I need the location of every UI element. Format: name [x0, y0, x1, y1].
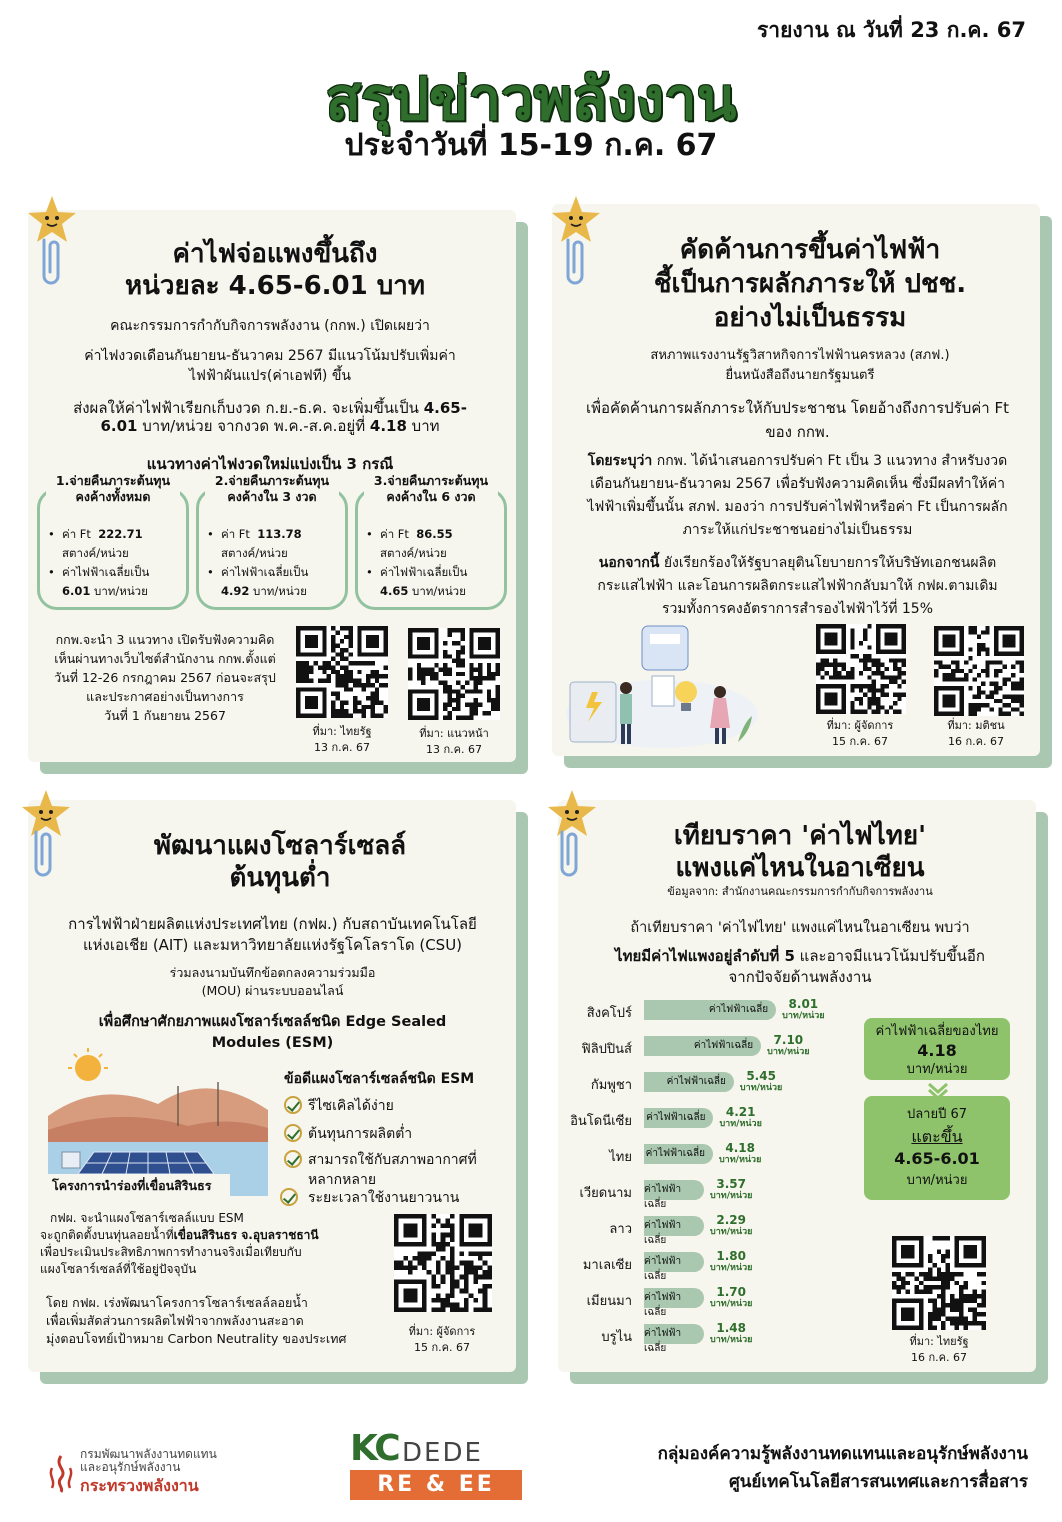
line: โดย กฟผ. เร่งพัฒนาโครงการโซลาร์เซลล์ลอยน้ำ [46, 1295, 308, 1310]
text: ยังเรียกร้องให้รัฐบาลยุตินโยบายการให้บริษัทเอกชนผลิต [659, 555, 997, 571]
text: สตางค์/หน่วย [380, 546, 447, 560]
case-title-line: 3.จ่ายคืนภาระต้นทุน [373, 473, 489, 488]
line: ภาระให้แก่ประชาชนอย่างไม่เป็นธรรม [682, 522, 913, 538]
source-credit [408, 726, 500, 758]
source-date: 15 ก.ค. 67 [832, 735, 888, 748]
line [560, 552, 1035, 575]
text: ค่า Ft [62, 527, 91, 541]
source-date: 16 ก.ค. 67 [948, 735, 1004, 748]
bar-value-label: 8.01 บาท/หน่วย [782, 997, 825, 1021]
case-title [205, 473, 339, 505]
card4-paragraph: ถ้าเทียบราคา 'ค่าไฟไทย' แพงแค่ไหนในอาเซียน พบว่า [630, 920, 970, 936]
line: แผงโซลาร์เซลล์ที่ใช้อยู่ปัจจุบัน [40, 1262, 197, 1276]
card2-paragraph [560, 396, 1035, 444]
text: ค่าไฟฟ้าเฉลี่ยเป็น [380, 565, 468, 579]
dede-logo-text: DEDE [402, 1438, 483, 1468]
checkmark-icon [284, 1150, 302, 1168]
qr-code[interactable] [934, 626, 1024, 716]
card4-paragraph [570, 946, 1030, 988]
text-bold: เขื่อนสิรินธร จ.อุบลราชธานี [173, 1228, 319, 1242]
case-title-line: 1.จ่ายคืนภาระต้นทุน [55, 473, 171, 488]
paperclip-icon [30, 828, 56, 880]
ft-value: 86.55 [416, 527, 453, 541]
case-card [37, 473, 189, 610]
card3-title-line: ต้นทุนต่ำ [229, 863, 331, 893]
bar-inner-label: ค่าไฟฟ้าเฉลี่ย [708, 1004, 769, 1015]
card4-title-line: เทียบราคา 'ค่าไฟไทย' [673, 821, 927, 851]
case-title-line: 2.จ่ายคืนภาระต้นทุน [214, 473, 330, 488]
bar-category-label: เมียนมา [586, 1294, 632, 1309]
card1-paragraph: คณะกรรมการกำกับกิจการพลังงาน (กกพ.) เปิดเผยว่า [110, 318, 430, 334]
avg-value: 6.01 [62, 584, 91, 598]
note-line: กกพ.จะนำ 3 แนวทาง เปิดรับฟังความคิด [55, 632, 275, 647]
bar-value-label: 4.21 บาท/หน่วย [719, 1105, 762, 1129]
cases-heading: แนวทางค่าไฟงวดใหม่แบ่งเป็น 3 กรณี [146, 455, 394, 473]
card3-paragraph [46, 1294, 396, 1348]
bar-inner-label: ค่าไฟฟ้าเฉลี่ย [666, 1076, 726, 1087]
case-avg [207, 563, 341, 601]
bar [644, 1288, 704, 1318]
bar [644, 1252, 704, 1282]
text: บาท/หน่วย [90, 584, 148, 598]
re-ee-badge: RE & EE [350, 1470, 522, 1500]
text-bold: 4.65- [423, 399, 467, 417]
card1-title-line2: หน่วยละ 4.65-6.01 บาท [124, 271, 426, 301]
bar-category-label: กัมพูชา [590, 1078, 632, 1093]
energy-illustration [562, 622, 762, 750]
text: จะถูกติดตั้งบนทุ่นลอยน้ำที่ [40, 1228, 174, 1242]
qr-code[interactable] [296, 626, 388, 718]
footer-center: ศูนย์เทคโนโลยีสารสนเทศและการสื่อสาร [729, 1472, 1028, 1492]
bar-category-label: ไทย [609, 1150, 632, 1165]
bar-category-label: มาเลเซีย [582, 1258, 632, 1273]
card1-title-line1: ค่าไฟจ่อแพงขึ้นถึง [172, 239, 378, 269]
bar-inner-label: ค่าไฟฟ้าเฉลี่ย [644, 1184, 682, 1210]
source-credit [296, 724, 388, 756]
note-line: วันที่ 1 กันยายน 2567 [104, 708, 226, 723]
bar-inner-label: ค่าไฟฟ้าเฉลี่ย [644, 1256, 682, 1282]
checkmark-icon [284, 1124, 302, 1142]
case-card [355, 473, 507, 610]
box-value: 4.18 [917, 1041, 957, 1060]
report-date: รายงาน ณ วันที่ 23 ก.ค. 67 [757, 18, 1026, 42]
card3-title-line: พัฒนาแผงโซลาร์เซลล์ [153, 831, 407, 861]
line: เพื่อเพิ่มสัดส่วนการผลิตไฟฟ้าจากพลังงานสะอาด [46, 1313, 304, 1328]
box-value: 4.65-6.01 [894, 1149, 980, 1168]
dede-name [80, 1448, 217, 1474]
line: เพื่อศึกษาศักยภาพแผงโซลาร์เซลล์ชนิด Edge Sealed [98, 1014, 447, 1030]
case-ft [366, 525, 500, 563]
card1-paragraph: ค่าไฟงวดเดือนกันยายน-ธันวาคม 2567 มีแนวโน้มปรับเพิ่มค่า [84, 348, 456, 364]
paperclip-icon [562, 236, 588, 288]
line: ของ กกพ. [765, 423, 830, 441]
source-date: 16 ก.ค. 67 [911, 1351, 967, 1364]
text: บาท/หน่วย [249, 584, 307, 598]
line: (MOU) ผ่านระบบออนไลน์ [201, 983, 344, 998]
page-subtitle: ประจำวันที่ 15-19 ก.ค. 67 [344, 128, 718, 163]
checkmark-icon [284, 1096, 302, 1114]
source-name: ที่มา: แนวหน้า [419, 727, 489, 740]
esm-benefit: รีไซเคิลได้ง่าย [308, 1098, 394, 1114]
source-credit [396, 1324, 488, 1356]
note-line: วันที่ 12-26 กรกฎาคม 2567 ก่อนจะสรุป [54, 670, 276, 685]
card2-title-line: อย่างไม่เป็นธรรม [713, 303, 907, 333]
esm-heading: ข้อดีแผงโซลาร์เซลล์ชนิด ESM [284, 1071, 475, 1087]
line: รวมทั้งการคงอัตราการสำรองไฟฟ้าไว้ที่ 15% [661, 601, 934, 617]
text: ค่าไฟฟ้าเฉลี่ยเป็น [221, 565, 309, 579]
line: กฟผ. จะนำแผงโซลาร์เซลล์แบบ ESM [50, 1211, 244, 1225]
case-title [46, 473, 180, 505]
page-title: สรุปข่าวพลังงาน [325, 65, 737, 133]
bar-category-label: ฟิลิปปินส์ [581, 1042, 632, 1057]
esm-benefit: ระยะเวลาใช้งานยาวนาน [308, 1190, 460, 1206]
bar [644, 1000, 776, 1020]
source-name: ที่มา: ผู้จัดการ [408, 1325, 476, 1338]
text: ค่าไฟฟ้าเฉลี่ยเป็น [62, 565, 150, 579]
card1-note [40, 630, 290, 725]
qr-code[interactable] [816, 624, 906, 714]
card2-paragraph [570, 346, 1030, 386]
case-list [48, 525, 182, 601]
esm-benefit: ต้นทุนการผลิตต่ำ [308, 1126, 413, 1142]
footer-group: กลุ่มองค์ความรู้พลังงานทดแทนและอนุรักษ์พลังงาน [657, 1444, 1028, 1464]
line: กระแสไฟฟ้า และโอนการผลิตกระแสไฟฟ้ากลับมาให้ กฟผ.ตามเดิม [597, 578, 998, 594]
case-list [207, 525, 341, 601]
bar [644, 1144, 713, 1164]
note-line: และประกาศอย่างเป็นทางการ [86, 689, 244, 704]
source-name: ที่มา: มติชน [947, 719, 1005, 732]
source-date: 13 ก.ค. 67 [314, 741, 370, 754]
line: เพื่อคัดค้านการผลักภาระให้กับประชาชน โดยอ้างถึงการปรับค่า Ft [586, 399, 1009, 417]
case-card [196, 473, 348, 610]
text: บาท [406, 417, 440, 435]
esm-benefit: หลากหลาย [308, 1172, 377, 1188]
box-label: แตะขึ้น [911, 1127, 963, 1146]
bar-inner-label: ค่าไฟฟ้าเฉลี่ย [644, 1220, 682, 1246]
dede-logo-icon [46, 1454, 76, 1494]
line: จากปัจจัยด้านพลังงาน [728, 968, 872, 986]
forecast-box [864, 1096, 1010, 1200]
source-name: ที่มา: ผู้จัดการ [826, 719, 894, 732]
bar [644, 1072, 734, 1092]
card3-paragraph [40, 964, 505, 1000]
qr-code[interactable] [408, 628, 500, 720]
case-ft [48, 525, 182, 563]
ft-value: 113.78 [257, 527, 302, 541]
line: แห่งเอเชีย (AIT) และมหาวิทยาลัยแห่งรัฐโคโลราโด (CSU) [82, 936, 463, 954]
data-source: ข้อมูลจาก: สำนักงานคณะกรรมการกำกับกิจการพลังงาน [667, 885, 933, 898]
bar [644, 1036, 761, 1056]
line: มุ่งตอบโจทย์เป้าหมาย Carbon Neutrality ของประเทศ [46, 1331, 347, 1346]
bar-category-label: ลาว [609, 1222, 632, 1237]
text: และอาจมีแนวโน้มปรับขึ้นอีก [794, 947, 985, 965]
case-title-line: คงค้างทั้งหมด [75, 489, 151, 504]
note-line: เห็นผ่านทางเว็บไซต์สำนักงาน กกพ.ตั้งแต่ [54, 651, 276, 666]
bar-category-label: เวียดนาม [579, 1186, 632, 1201]
bar-value-label: 3.57 บาท/หน่วย [710, 1177, 753, 1201]
bar-category-label: อินโดนีเซีย [570, 1114, 632, 1129]
line: การไฟฟ้าฝ่ายผลิตแห่งประเทศไทย (กฟผ.) กับสถาบันเทคโนโลยี [68, 915, 477, 933]
text: สตางค์/หน่วย [62, 546, 129, 560]
text-bold: ไทยมีค่าไฟแพงอยู่ลำดับที่ 5 [615, 947, 795, 965]
ft-value: 222.71 [98, 527, 143, 541]
card2-paragraph [560, 450, 1035, 542]
case-avg [48, 563, 182, 601]
box-unit: บาท/หน่วย [906, 1062, 968, 1077]
case-title-line: คงค้างใน 3 งวด [227, 489, 317, 504]
ministry-name: กระทรวงพลังงาน [80, 1476, 199, 1495]
source-date: 15 ก.ค. 67 [414, 1341, 470, 1354]
bar [644, 1108, 713, 1128]
source-date: 13 ก.ค. 67 [426, 743, 482, 756]
text-bold: โดยระบุว่า [587, 453, 653, 469]
text: บาท/หน่วย [408, 584, 466, 598]
bar-category-label: บรูไน [601, 1330, 632, 1345]
box-label: ปลายปี 67 [906, 1107, 968, 1122]
case-list [366, 525, 500, 601]
bar-value-label: 2.29 บาท/หน่วย [710, 1213, 753, 1237]
line: สหภาพแรงงานรัฐวิสาหกิจการไฟฟ้านครหลวง (สภฟ.) [650, 348, 950, 363]
source-name: ที่มา: ไทยรัฐ [312, 725, 372, 738]
qr-code[interactable] [394, 1214, 492, 1312]
bar-value-label: 5.45 บาท/หน่วย [739, 1069, 783, 1093]
card2-title-line: คัดค้านการขึ้นค่าไฟฟ้า [679, 235, 941, 265]
text: บาท/หน่วย จากงวด พ.ค.-ส.ค.อยู่ที่ [137, 417, 370, 435]
line [40, 1227, 390, 1244]
bar-value-label: 1.80 บาท/หน่วย [710, 1249, 753, 1273]
text-bold: 4.18 [369, 417, 407, 435]
esm-benefit: สามารถใช้กับสภาพอากาศที่ [308, 1152, 477, 1168]
source-name: ที่มา: ไทยรัฐ [909, 1335, 969, 1348]
text: ค่า Ft [221, 527, 250, 541]
avg-value: 4.65 [380, 584, 409, 598]
bar [644, 1216, 704, 1246]
source-credit [930, 718, 1022, 750]
line: และอนุรักษ์พลังงาน [80, 1460, 181, 1474]
bar-value-label: 1.70 บาท/หน่วย [710, 1285, 753, 1309]
line: เดือนกันยายน-ธันวาคม 2567 เพื่อรับฟังความคิดเห็น ซึ่งมีผลทำให้ค่า [590, 476, 1005, 492]
line [570, 946, 1030, 967]
card1-paragraph: ไฟฟ้าผันแปร(ค่าเอฟที) ขึ้น [188, 368, 351, 384]
card2-paragraph [560, 552, 1035, 621]
case-title [364, 473, 498, 505]
card3-paragraph [40, 914, 505, 956]
line: Modules (ESM) [211, 1035, 334, 1051]
line: ยื่นหนังสือถึงนายกรัฐมนตรี [725, 368, 875, 383]
card1-paragraph [40, 416, 500, 437]
qr-code[interactable] [892, 1236, 986, 1330]
image-caption: โครงการนำร่องที่เขื่อนสิรินธร [48, 1174, 230, 1198]
paperclip-icon [556, 828, 582, 880]
bar-category-label: สิงคโปร์ [586, 1006, 632, 1021]
source-credit [892, 1334, 986, 1366]
line: ร่วมลงนามบันทึกข้อตกลงความร่วมมือ [169, 965, 376, 980]
bar-value-label: 4.18 บาท/หน่วย [718, 1141, 762, 1165]
bar-inner-label: ค่าไฟฟ้าเฉลี่ย [644, 1328, 682, 1354]
checkmark-icon [280, 1188, 298, 1206]
text: สตางค์/หน่วย [221, 546, 288, 560]
text: ค่า Ft [380, 527, 409, 541]
text: กกพ. ได้นำเสนอการปรับค่า Ft เป็น 3 แนวทาง สำหรับงวด [652, 453, 1008, 469]
line [560, 450, 1035, 473]
source-credit [814, 718, 906, 750]
bar [644, 1324, 704, 1354]
avg-value: 4.92 [221, 584, 250, 598]
bar-value-label: 1.48 บาท/หน่วย [710, 1321, 753, 1345]
text: ส่งผลให้ค่าไฟฟ้าเรียกเก็บงวด ก.ย.-ธ.ค. จะเพิ่มขึ้นเป็น [73, 399, 424, 417]
line: กรมพัฒนาพลังงานทดแทน [80, 1447, 217, 1461]
bar-inner-label: ค่าไฟฟ้าเฉลี่ย [644, 1292, 682, 1318]
bar-value-label: 7.10 บาท/หน่วย [767, 1033, 810, 1057]
case-ft [207, 525, 341, 563]
text-bold: นอกจากนี้ [598, 555, 660, 571]
kc-logo-text: KC [350, 1428, 399, 1469]
case-avg [366, 563, 500, 601]
text-bold: 6.01 [100, 417, 138, 435]
bar-inner-label: ค่าไฟฟ้าเฉลี่ย [645, 1148, 705, 1159]
card2-title-line: ชี้เป็นการผลักภาระให้ ปชช. [653, 269, 967, 299]
bar-inner-label: ค่าไฟฟ้าเฉลี่ย [646, 1112, 706, 1123]
bar-inner-label: ค่าไฟฟ้าเฉลี่ย [693, 1040, 754, 1051]
line: เพื่อประเมินประสิทธิภาพการทำงานจริงเมื่อเทียบกับ [40, 1245, 302, 1259]
case-title-line: คงค้างใน 6 งวด [386, 489, 476, 504]
bar [644, 1180, 704, 1210]
line: ไฟฟ้าเพิ่มขึ้นนั้น สภฟ. มองว่า การปรับค่าไฟฟ้าหรือค่า Ft เป็นการผลัก [587, 499, 1008, 515]
thai-avg-box [864, 1018, 1010, 1080]
card3-paragraph [40, 1210, 390, 1278]
box-unit: บาท/หน่วย [906, 1173, 968, 1188]
card4-title-line: แพงแค่ไหนในอาเซียน [675, 853, 925, 883]
box-label: ค่าไฟฟ้าเฉลี่ยของไทย [875, 1024, 999, 1039]
